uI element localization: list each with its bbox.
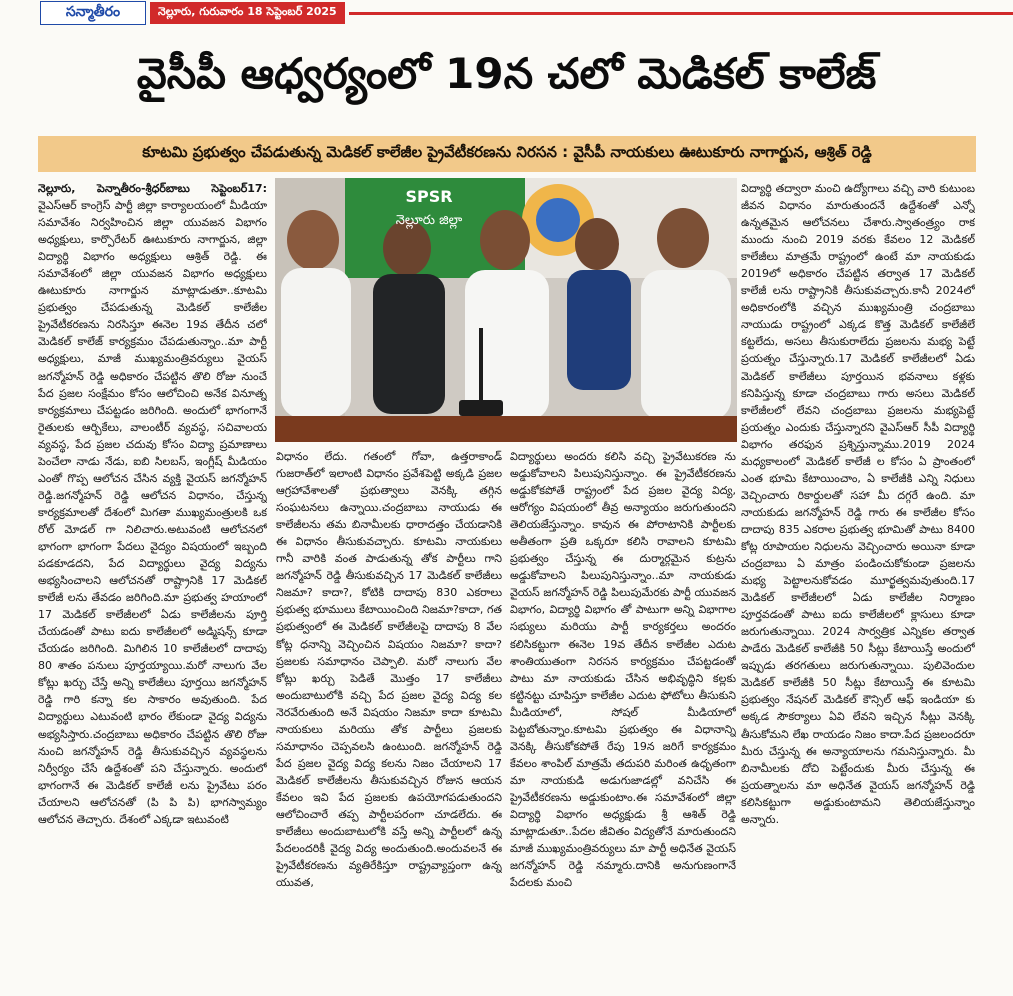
masthead (0, 0, 1013, 26)
column-2-text: విధానం లేదు. గతంలో గోవా, ఉత్తరాకాండ్ గుజరాత్‌లో ఇలాంటి విధానం ప్రవేశపెట్టి అక్కడి ప్రజల ఆగ్రహావేశాలతో ప్రభుత్వాలు వెనక్కి తగ్గిన సంఘటనలు ఉన్నాయి.చంద్రబాబు నాయుడు ఈ కాలేజీలను తమ బినామీలకు ధారాదత్తం చేయడానికి ఈ విధానం తీసుకువచ్చారు. కూటమి నాయకులు గానీ వారికి వంత పాడుతున్న తోక పార్టీలు గాని జగన్మోహన్ రెడ్డి తీసుకువచ్చిన 17 మెడికల్ కాలేజీలు నిజమా? కాదా?, కోటికి దాదాపు 830 ఎకరాలు ప్రభుత్వ భూములు కేటాయించింది నిజమా?కాదా, గత ప్రభుత్వంలో ఈ మెడికల్ కాలేజీలపై దాదాపు 8 వేల కోట్ల ధనాన్ని వెచ్చించిన విషయం నిజమా? కాదా? ప్రజలకు సమాధానం చెప్పాలి. మరో నాలుగు వేల కోట్లు ఖర్చు పెడితే మొత్తం 17 కాలేజీలు అందుబాటులోకి వచ్చి పేద ప్రజల వైద్య విద్య కల నెరవేరుతుంది అనే విషయం నిజమా కాదా కూటమి నాయకులు మరియు తోక పార్టీలు ప్రజలకు సమాధానం చెప్పవలసి ఉంటుంది. జగన్మోహన్ రెడ్డి పేద ప్రజల వైద్య విద్య కలను నిజం చేయాలని 17 మెడికల్ కాలేజీలను తీసుకువచ్చిన రోజున ఆయన కేవలం ఇవి పేద ప్రజలకు ఉపయోగపడుతుందని ఆలోచించారే తప్ప పార్టీలపరంగా చూడలేదు. ఈ కాలేజీలు అందుబాటులోకి వస్తే అన్ని పార్టీలలో ఉన్న పేదలందరికీ వైద్య విద్య అందుతుంది.అందువలనే ఈ ప్రైవేటీకరణను వ్యతిరేకిస్తూ రాష్ట్రవ్యాప్తంగా ఉన్న యువత, (276, 450, 502, 890)
subheadline-deck: కూటమి ప్రభుత్వం చేపడుతున్న మెడికల్ కాలేజీల ప్రైవేటీకరణను నిరసన : వైసీపీ నాయకులు ఊటుకూరు నాగార్జున, ఆశ్రిత్ రెడ్డి (38, 136, 976, 172)
article-column-4 (741, 180, 975, 992)
newspaper-logo (40, 1, 146, 25)
article-column-3 (510, 448, 736, 992)
photo-illustration (275, 178, 737, 442)
masthead-rule (349, 12, 1013, 15)
press-conference-photo (275, 178, 737, 442)
byline: నెల్లూరు, పెన్నాతీరం-శ్రీధర్‌బాబు సెప్టెంబర్17: (38, 182, 267, 195)
banner-title: SPSR (405, 187, 453, 206)
headline: వైసీపీ ఆధ్వర్యంలో 19న చలో మెడికల్ కాలేజ్ (136, 49, 877, 98)
newspaper-name: సన్మాతీరం (65, 3, 121, 20)
dateline: నెల్లూరు, గురువారం 18 సెప్టెంబర్ 2025 (150, 2, 345, 24)
article-column-1 (38, 180, 267, 992)
article-column-2 (276, 448, 502, 992)
column-1-text: వైఎస్ఆర్ కాంగ్రెస్ పార్టీ జిల్లా కార్యాలయంలో మీడియా సమావేశం నిర్వహించిన జిల్లా యువజన విభాగం అధ్యక్షులు, కార్పొరేటర్ ఊటుకూరు నాగార్జున, జిల్లా విద్యార్థి విభాగం అధ్యక్షులు ఆశ్రిత్ రెడ్డి. ఈ సమావేశంలో జిల్లా యువజన విభాగం అధ్యక్షులు ఊటుకూరు నాగార్జున మాట్లాడుతూ..కూటమి ప్రభుత్వం చేపడుతున్న మెడికల్ కాలేజీల ప్రైవేటీకరణను నిరసిస్తూ ఈనెల 19వ తేదీన చలో మెడికల్ కాలేజ్ కార్యక్రమం చేపడుతున్నాం..మా పార్టీ అధ్యక్షులు, మాజీ ముఖ్యమంత్రివర్యులు వైయస్ జగన్మోహన్ రెడ్డి అధికారం చేపట్టిన తొలి రోజు నుంచే పేద ప్రజల సంక్షేమం కోసం ఆలోచించి అనేక వినూత్న కార్యక్రమాలు చేపట్టడం జరిగింది. అందులో భాగంగానే రైతులకు ఆర్బికేలు, వాలంటీర్ వ్యవస్థ, సచివాలయ వ్యవస్థ, పేద ప్రజల చదువు కోసం విద్యా ప్రమాణాలు పెంచేలా నాడు నేడు, ఐబి సిలబస్, ఇంగ్లీష్ మీడియం ఎంతో గొప్ప ఆలోచన చేసిన వ్యక్తి వైయస్ జగన్మోహన్ రెడ్డి.జగన్మోహన్ రెడ్డి ఆలోచన విధానం, చేస్తున్న కార్యక్రమాలతో దేశంలో మిగతా ముఖ్యమంత్రులకి ఒక రోల్ మోడల్ గా నిలిచారు.అటువంటి ఆలోచనలో భాగంగా భాగంగా పేదలు వైద్యం విషయంలో ఇబ్బంది పడకూడదని, పేద విద్యార్థులు వైద్య విద్యను అభ్యసించాలని ఆలోచనతో రాష్ట్రానికి 17 మెడికల్ కాలేజీ లను తేవడం జరిగింది.మా ప్రభుత్వ హయాంలో 17 మెడికల్ కాలేజీలలో ఏడు కాలేజీలను పూర్తి చేయడంతో పాటు ఐదు కాలేజీలలో అడ్మిషన్స్ కూడా చేయడం జరిగింది. మిగిలిన 10 కాలేజీలలో దాదాపు 80 శాతం పనులు పూర్తయ్యాయి.మరో నాలుగు వేల కోట్లు ఖర్చు చేస్తే అన్ని కాలేజీలు పూర్తయి జగన్మోహన్ రెడ్డి గారి కన్నా కల సాకారం అవుతుంది. పేద విద్యార్థులు ఎటువంటి భారం లేకుండా వైద్య విద్యను అభ్యసిస్తారు.చంద్రబాబు అధికారం చేపట్టిన తొలి రోజు నుంచి జగన్మోహన్ రెడ్డి తీసుకువచ్చిన వ్యవస్థలను నిర్వీర్యం చేసే ఉద్దేశంతో పని చేస్తున్నారు. అందులో భాగంగానే ఈ మెడికల్ కాలేజీ లను ప్రైవేటు పరం చేయాలని ఆలోచనతో (పి పి పి) భాగస్వామ్యం ఆలోచన తెచ్చారు. దేశంలో ఎక్కడా ఇటువంటి (38, 199, 267, 826)
backdrop-banner-text (369, 188, 489, 230)
banner-subtitle: నెల్లూరు జిల్లా (395, 213, 463, 228)
column-4-text: విద్యార్థి తద్వారా మంచి ఉద్యోగాలు వచ్చి వారి కుటుంబ జీవన విధానం మారుతుందనే ఉద్దేశంతో ఎన్నో ఉన్నతమైన ఆలోచనలు చేశారు.స్వాతంత్ర్యం రాక ముందు నుంచి 2019 వరకు కేవలం 12 మెడికల్ కాలేజీలు మాత్రమే రాష్ట్రంలో ఉంటే మా నాయకుడు 2019లో అధికారం చేపట్టిన తర్వాత 17 మెడికల్ కాలేజీ లను రాష్ట్రానికి తీసుకువచ్చారు.కానీ 2024లో అధికారంలోకి వచ్చిన ముఖ్యమంత్రి చంద్రబాబు నాయుడు రాష్ట్రంలో ఎక్కడ కొత్త మెడికల్ కాలేజీలే కట్టలేదు, అసలు తీసుకురాలేదు ప్రజలను మభ్య పెట్టే ప్రయత్నం చేస్తున్నారు.17 మెడికల్ కాలేజీలలో ఏడు మెడికల్ కాలేజీలు పూర్తయిన భవనాలు కళ్లకు కనిపిస్తున్న కూడా చంద్రబాబు గారు అసలు మెడికల్ కాలేజీలలో లేవని చంద్రబాబు ప్రజలను మభ్యపెట్టే ప్రయత్నం ఎందుకు చేస్తున్నారని వైఎస్ఆర్ సీపీ విద్యార్థి విభాగం తరఫున ప్రశ్నిస్తున్నాము.2019 2024 మధ్యకాలంలో మెడికల్ కాలేజీ ల కోసం ఏ ప్రాంతంలో ఎంత భూమి కేటాయించాం, ఏ కాలేజీకి ఎన్ని నిధులు వెచ్చించారు రికార్డులతో సహా మీ దగ్గరే ఉంది. మా నాయకుడు జగన్మోహన్ రెడ్డి గారు ఈ కాలేజీల కోసం దాదాపు 835 ఎకరాల ప్రభుత్వ భూమితో పాటు 8400 కోట్ల రూపాయల నిధులను వెచ్చించారు అయినా కూడా చంద్రబాబు ఏ మాత్రం పండించుకోకుండా ప్రజలను మభ్య పెట్టాలనుకోవడం మూర్ఖత్వమవుతుంది.17 మెడికల్ కాలేజీలలో ఏడు కాలేజీల నిర్మాణం పూర్తవడంతో పాటు ఐదు కాలేజీలలో క్లాసులు కూడా జరుగుతున్నాయి. 2024 సార్వత్రిక ఎన్నికల తర్వాత పాడేరు మెడికల్ కాలేజీకి 50 సీట్లు కేటాయిస్తే అందులో ఇప్పుడు తరగతులు జరుగుతున్నాయి. పులివెందుల మెడికల్ కాలేజీకి 50 సీట్లు కేటాయిస్తే ఈ కూటమి ప్రభుత్వం నేషనల్ మెడికల్ కౌన్సిల్ ఆఫ్ ఇండియా కు అక్కడ సౌకర్యాలు ఏవి లేవని ఇచ్చిన సీట్లు వెనక్కి తీసుకోమని లేఖ రాయడం నిజం కాదా.పేద ప్రజలందరూ మీరు చేస్తున్న ఈ అన్యాయాలను గమనిస్తున్నారు. మీ బినామీలకు దోచి పెట్టేందుకు మీరు చేస్తున్న ఈ ప్రయత్నాలను మా అధినేత వైయస్ జగన్మోహన్ రెడ్డి కలిసికట్టుగా అడ్డుకుంటామని తెలియజేస్తున్నాం అన్నారు. (741, 182, 975, 826)
column-3-text: విద్యార్థులు అందరు కలిసి వచ్చి ప్రైవేటుకరణ ను అడ్డుకోవాలని పిలుపునిస్తున్నాం. ఈ ప్రైవేటీకరణను అడ్డుకోకపోతే రాష్ట్రంలో పేద ప్రజల వైద్య విద్య, ఆరోగ్యం విషయంలో తీవ్ర అన్యాయం జరుగుతుందని తెలియజేస్తున్నాం. కావున ఈ పోరాటానికి పార్టీలకు అతీతంగా ప్రతి ఒక్కరూ కలిసి రావాలని కూటమి ప్రభుత్వం చేస్తున్న ఈ దుర్మార్గమైన కుట్రను అడ్డుకోవాలని పిలుపునిస్తున్నాం..మా నాయకుడు వైయస్ జగన్మోహన్ రెడ్డి పిలుపుమేరకు పార్టీ యువజన విభాగం, విద్యార్థి విభాగం తో పాటుగా అన్ని విభాగాల సభ్యులు మరియు పార్టీ కార్యకర్తలు అందరం కలిసికట్టుగా ఈనెల 19వ తేదీన కాలేజీల ఎదుట శాంతియుతంగా నిరసన కార్యక్రమం చేపట్టడంతో పాటు మా నాయకుడు చేసిన అభివృద్ధిని కల్లకు కట్టినట్టు చూపిస్తూ కాలేజీల ఎదుట ఫోటోలు తీసుకుని మీడియాలో, సోషల్ మీడియాలో పెట్టబోతున్నాం.కూటమి ప్రభుత్వం ఈ విధానాన్ని వెనక్కి తీసుకోకపోతే రేపు 19న జరిగే కార్యక్రమం కేవలం శాంపిల్ మాత్రమే తదుపరి మరింత ఉధృతంగా మా నాయకుడి అడుగుజాడల్లో వనిచేసి ఈ ప్రైవేటీకరణను అడ్డుకుంటాం.ఈ సమావేశంలో జిల్లా విద్యార్థి విభాగం అధ్యక్షుడు శ్రీ ఆశిత్ రెడ్డి మాట్లాడుతూ..పేదల జీవితం విద్యతోనే మారుతుందని మాజీ ముఖ్యమంత్రివర్యులు మా పార్టీ అధినేత వైయస్ జగన్మోహన్ రెడ్డి నమ్మారు.దానికి అనుగుణంగానే పేదలకు మంచి (510, 450, 736, 890)
